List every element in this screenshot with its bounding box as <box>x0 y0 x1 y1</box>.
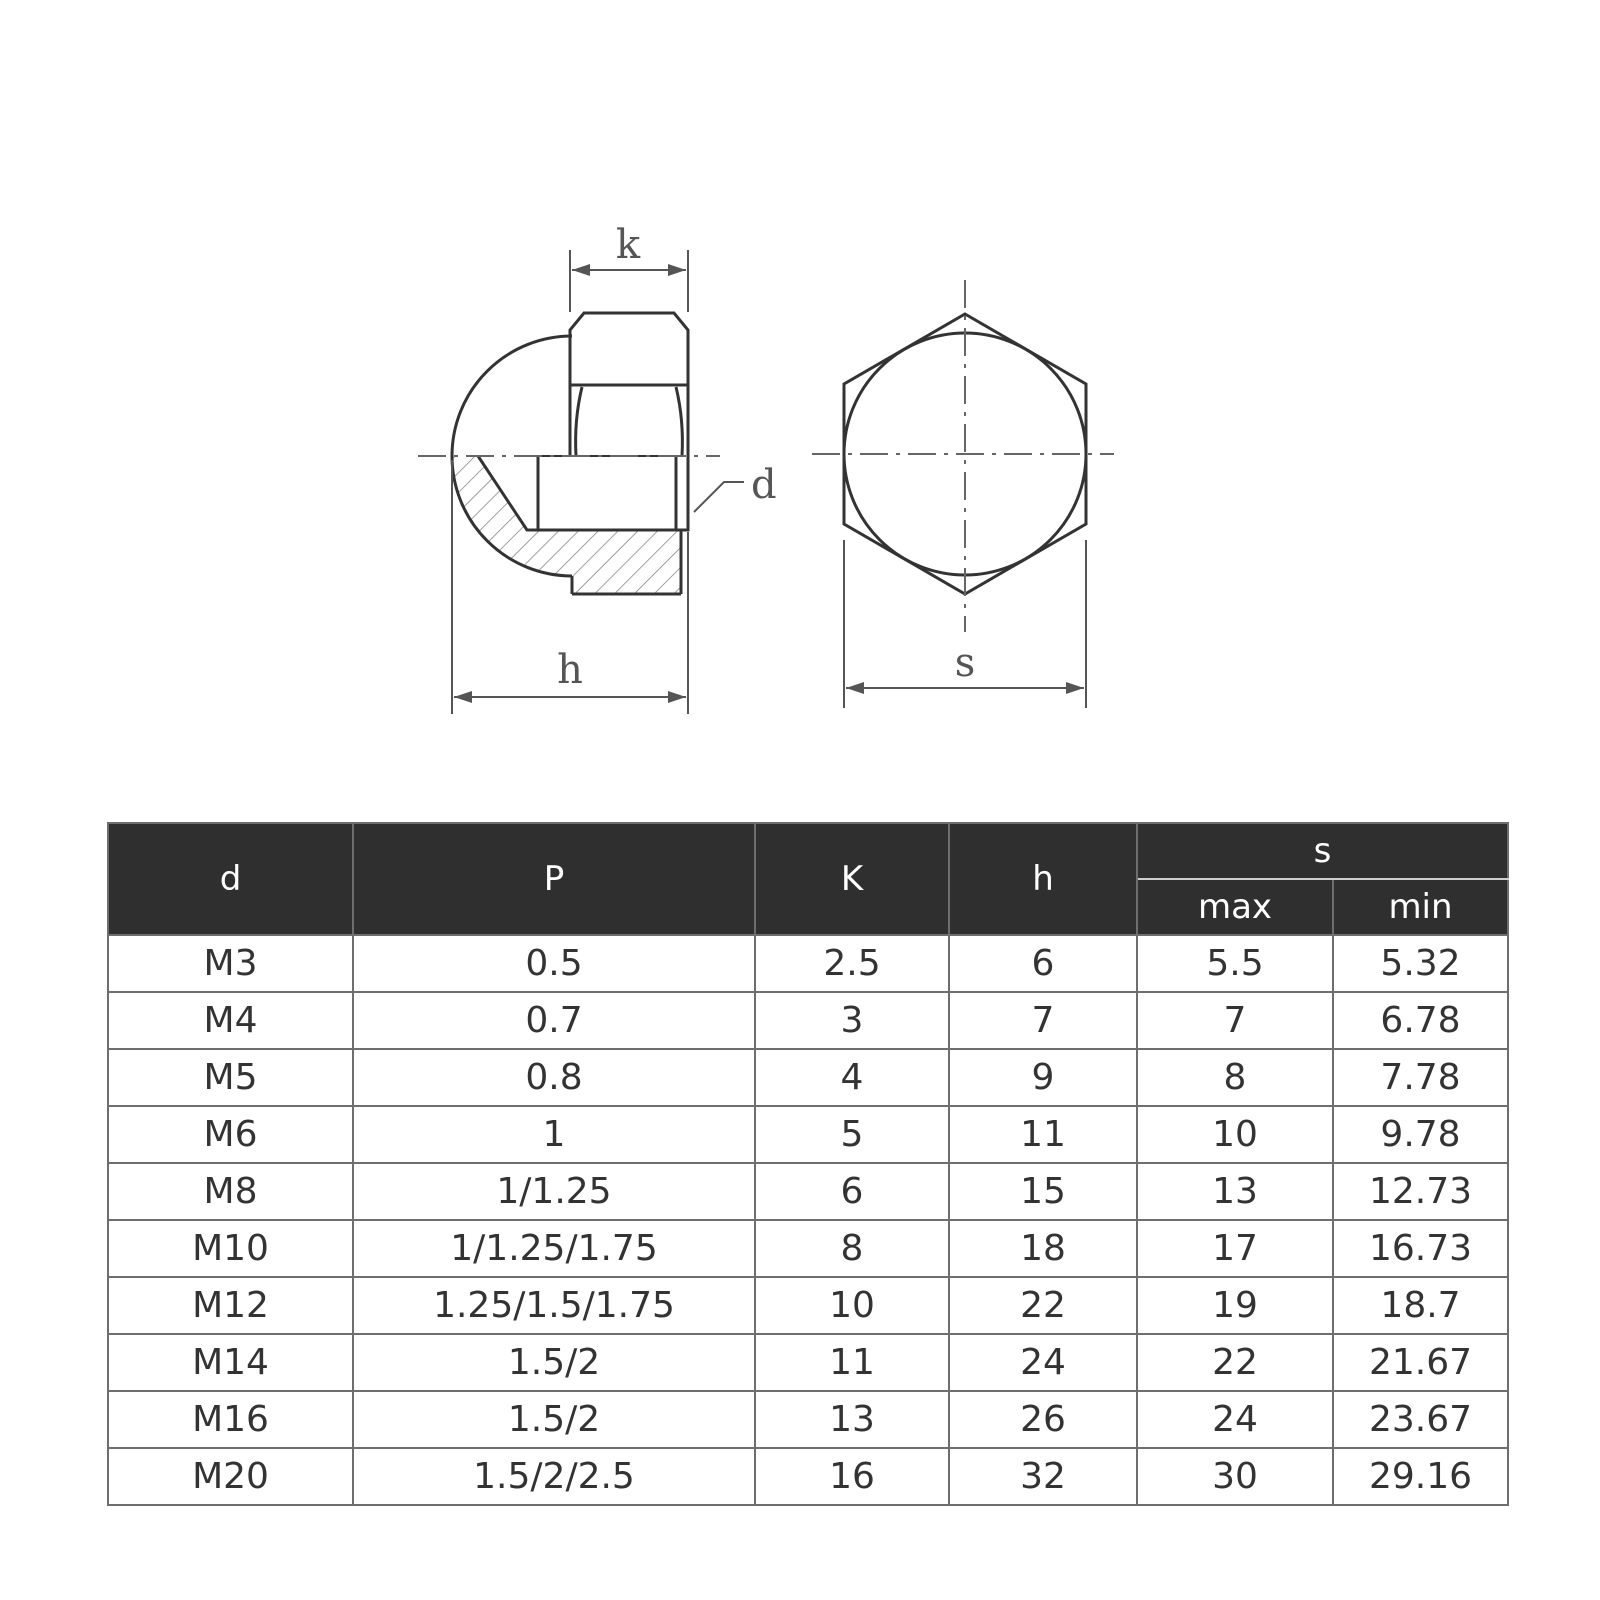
cell-s-min: 18.7 <box>1333 1277 1508 1334</box>
header-s-max: max <box>1137 879 1333 935</box>
cell-k: 6 <box>755 1163 949 1220</box>
cell-s-max: 10 <box>1137 1106 1333 1163</box>
cell-k: 10 <box>755 1277 949 1334</box>
header-s: s <box>1137 823 1508 879</box>
cell-p: 1 <box>353 1106 755 1163</box>
cell-k: 8 <box>755 1220 949 1277</box>
table-row <box>108 935 1508 992</box>
cell-h: 18 <box>949 1220 1137 1277</box>
cell-d: M4 <box>108 992 353 1049</box>
cell-d: M20 <box>108 1448 353 1505</box>
cell-h: 22 <box>949 1277 1137 1334</box>
table-row <box>108 1163 1508 1220</box>
cell-d: M3 <box>108 935 353 992</box>
cell-h: 9 <box>949 1049 1137 1106</box>
cell-d: M10 <box>108 1220 353 1277</box>
side-view <box>452 313 688 594</box>
dimension-table <box>107 822 1509 1506</box>
cell-s-min: 21.67 <box>1333 1334 1508 1391</box>
cell-p: 1.5/2 <box>353 1334 755 1391</box>
label-d: d <box>751 462 777 508</box>
cell-s-min: 29.16 <box>1333 1448 1508 1505</box>
header-p: P <box>353 823 755 935</box>
cell-s-min: 7.78 <box>1333 1049 1508 1106</box>
label-h: h <box>557 647 583 693</box>
table-row <box>108 1049 1508 1106</box>
cell-s-max: 7 <box>1137 992 1333 1049</box>
cell-s-max: 17 <box>1137 1220 1333 1277</box>
cell-s-max: 22 <box>1137 1334 1333 1391</box>
section-hatch <box>452 456 681 594</box>
table-row <box>108 1334 1508 1391</box>
cell-d: M12 <box>108 1277 353 1334</box>
cell-s-max: 5.5 <box>1137 935 1333 992</box>
cell-k: 13 <box>755 1391 949 1448</box>
cell-p: 1/1.25 <box>353 1163 755 1220</box>
cell-h: 24 <box>949 1334 1137 1391</box>
cell-s-min: 9.78 <box>1333 1106 1508 1163</box>
cell-d: M16 <box>108 1391 353 1448</box>
cell-s-max: 19 <box>1137 1277 1333 1334</box>
cell-s-max: 8 <box>1137 1049 1333 1106</box>
table-row <box>108 1220 1508 1277</box>
table-row <box>108 1391 1508 1448</box>
cell-h: 26 <box>949 1391 1137 1448</box>
cell-d: M8 <box>108 1163 353 1220</box>
cell-p: 1.5/2 <box>353 1391 755 1448</box>
table-row <box>108 1277 1508 1334</box>
header-d: d <box>108 823 353 935</box>
cell-s-max: 24 <box>1137 1391 1333 1448</box>
cell-k: 11 <box>755 1334 949 1391</box>
cell-p: 0.8 <box>353 1049 755 1106</box>
table-row <box>108 992 1508 1049</box>
header-s-min: min <box>1333 879 1508 935</box>
label-s: s <box>954 640 976 686</box>
table-row <box>108 1106 1508 1163</box>
cell-k: 3 <box>755 992 949 1049</box>
cell-s-max: 30 <box>1137 1448 1333 1505</box>
cell-k: 5 <box>755 1106 949 1163</box>
cell-d: M5 <box>108 1049 353 1106</box>
cell-s-min: 16.73 <box>1333 1220 1508 1277</box>
cell-h: 11 <box>949 1106 1137 1163</box>
cell-p: 0.7 <box>353 992 755 1049</box>
cell-p: 1.25/1.5/1.75 <box>353 1277 755 1334</box>
cell-d: M14 <box>108 1334 353 1391</box>
cell-s-min: 12.73 <box>1333 1163 1508 1220</box>
cell-p: 1/1.25/1.75 <box>353 1220 755 1277</box>
cell-h: 32 <box>949 1448 1137 1505</box>
cell-s-min: 5.32 <box>1333 935 1508 992</box>
table-row <box>108 1448 1508 1505</box>
cell-s-max: 13 <box>1137 1163 1333 1220</box>
cell-k: 16 <box>755 1448 949 1505</box>
cell-h: 7 <box>949 992 1137 1049</box>
cell-k: 2.5 <box>755 935 949 992</box>
header-k: K <box>755 823 949 935</box>
leader-d <box>694 482 744 512</box>
cell-d: M6 <box>108 1106 353 1163</box>
cell-h: 6 <box>949 935 1137 992</box>
cell-p: 0.5 <box>353 935 755 992</box>
cell-h: 15 <box>949 1163 1137 1220</box>
cell-k: 4 <box>755 1049 949 1106</box>
header-h: h <box>949 823 1137 935</box>
cell-p: 1.5/2/2.5 <box>353 1448 755 1505</box>
label-k: k <box>615 222 641 268</box>
cell-s-min: 23.67 <box>1333 1391 1508 1448</box>
cell-s-min: 6.78 <box>1333 992 1508 1049</box>
